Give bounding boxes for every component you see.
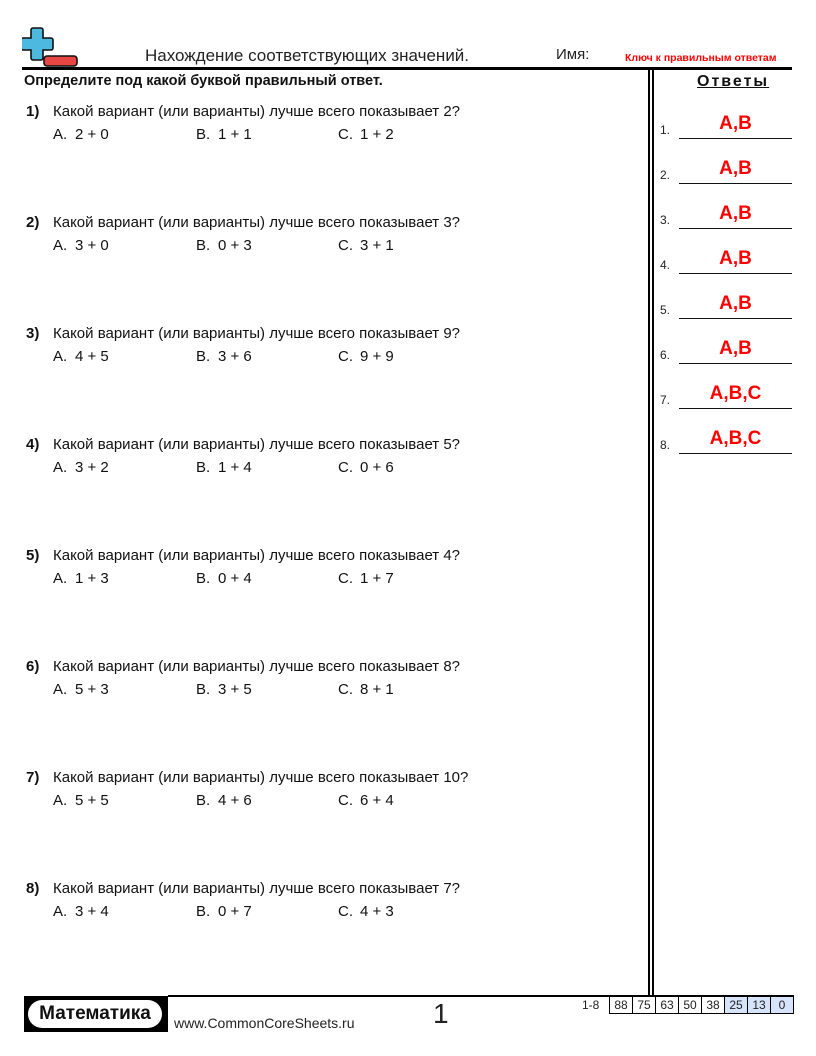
option-a: A. 1 + 3 (53, 570, 109, 587)
answers-heading: Ответы (697, 73, 770, 90)
score-cell: 63 (656, 996, 679, 1014)
option-a: A. 3 + 0 (53, 237, 109, 254)
option-b: B. 0 + 7 (196, 903, 252, 920)
answer-value: A,B (719, 293, 752, 314)
option-a: A. 5 + 3 (53, 681, 109, 698)
score-cell: 75 (633, 996, 656, 1014)
brand-label: Математика (28, 1000, 162, 1028)
page-number: 1 (433, 998, 449, 1029)
score-cell: 0 (771, 996, 794, 1014)
brand-logo (24, 996, 168, 1032)
question-text: Какой вариант (или варианты) лучше всего показывает 7? (53, 880, 461, 897)
question-4 (0, 436, 640, 496)
answer-line (679, 453, 792, 455)
column-divider (652, 70, 654, 996)
question-text: Какой вариант (или варианты) лучше всего показывает 10? (53, 769, 469, 786)
answer-row-4: 4. A,B (660, 244, 795, 274)
question-number: 5) (26, 547, 40, 564)
question-text: Какой вариант (или варианты) лучше всего показывает 9? (53, 325, 461, 342)
worksheet-title: Нахождение соответствующих значений. (145, 46, 470, 65)
question-text: Какой вариант (или варианты) лучше всего показывает 2? (53, 103, 461, 120)
score-cell: 50 (679, 996, 702, 1014)
answer-row-1: 1. A,B (660, 109, 795, 139)
option-b: B. 4 + 6 (196, 792, 252, 809)
option-c: C. 6 + 4 (338, 792, 394, 809)
question-number: 8) (26, 880, 40, 897)
option-c: C. 4 + 3 (338, 903, 394, 920)
question-6 (0, 658, 640, 718)
question-number: 2) (26, 214, 40, 231)
question-number: 7) (26, 769, 40, 786)
answer-value: A,B (719, 338, 752, 359)
option-b: B. 1 + 4 (196, 459, 252, 476)
answer-line (679, 273, 792, 275)
option-b: B. 3 + 5 (196, 681, 252, 698)
score-cell: 38 (702, 996, 725, 1014)
site-url: www.CommonCoreSheets.ru (174, 1015, 355, 1031)
instructions: Определите под какой буквой правильный ответ. (24, 73, 383, 89)
answer-key-label: Ключ к правильным ответам (625, 52, 777, 64)
option-a: A. 2 + 0 (53, 126, 109, 143)
question-text: Какой вариант (или варианты) лучше всего показывает 4? (53, 547, 461, 564)
question-3 (0, 325, 640, 385)
question-2 (0, 214, 640, 274)
answer-row-2: 2. A,B (660, 154, 795, 184)
option-c: C. 1 + 2 (338, 126, 394, 143)
option-b: B. 3 + 6 (196, 348, 252, 365)
question-number: 6) (26, 658, 40, 675)
option-c: C. 1 + 7 (338, 570, 394, 587)
column-divider (648, 70, 650, 996)
question-text: Какой вариант (или варианты) лучше всего показывает 5? (53, 436, 461, 453)
question-text: Какой вариант (или варианты) лучше всего показывает 3? (53, 214, 461, 231)
option-c: C. 0 + 6 (338, 459, 394, 476)
header-divider (22, 67, 792, 70)
name-label: Имя: (556, 46, 590, 63)
answer-line (679, 408, 792, 410)
answer-value: A,B,C (709, 428, 762, 449)
logo-plus-minus-icon (22, 26, 80, 68)
answer-row-3: 3. A,B (660, 199, 795, 229)
score-cell: 13 (748, 996, 771, 1014)
answer-row-5: 5. A,B (660, 289, 795, 319)
answer-value: A,B (719, 113, 752, 134)
answer-line (679, 228, 792, 230)
answer-line (679, 138, 792, 140)
answer-value: A,B (719, 248, 752, 269)
score-table (609, 996, 794, 1014)
question-number: 1) (26, 103, 40, 120)
answer-row-7: 7. A,B,C (660, 379, 795, 409)
option-a: A. 3 + 2 (53, 459, 109, 476)
score-cell: 88 (609, 996, 633, 1014)
option-c: C. 3 + 1 (338, 237, 394, 254)
question-text: Какой вариант (или варианты) лучше всего показывает 8? (53, 658, 461, 675)
option-a: A. 4 + 5 (53, 348, 109, 365)
option-c: C. 9 + 9 (338, 348, 394, 365)
question-5 (0, 547, 640, 607)
answer-value: A,B (719, 158, 752, 179)
answer-row-6: 6. A,B (660, 334, 795, 364)
answer-line (679, 363, 792, 365)
option-a: A. 5 + 5 (53, 792, 109, 809)
question-7 (0, 769, 640, 829)
option-c: C. 8 + 1 (338, 681, 394, 698)
option-a: A. 3 + 4 (53, 903, 109, 920)
option-b: B. 1 + 1 (196, 126, 252, 143)
answer-value: A,B,C (709, 383, 762, 404)
question-number: 4) (26, 436, 40, 453)
question-1 (0, 103, 640, 163)
option-b: B. 0 + 3 (196, 237, 252, 254)
question-8 (0, 880, 640, 940)
question-number: 3) (26, 325, 40, 342)
option-b: B. 0 + 4 (196, 570, 252, 587)
score-cell: 25 (725, 996, 748, 1014)
answer-value: A,B (719, 203, 752, 224)
answer-line (679, 183, 792, 185)
score-range-label: 1-8 (582, 998, 600, 1012)
answer-line (679, 318, 792, 320)
answer-row-8: 8. A,B,C (660, 424, 795, 454)
